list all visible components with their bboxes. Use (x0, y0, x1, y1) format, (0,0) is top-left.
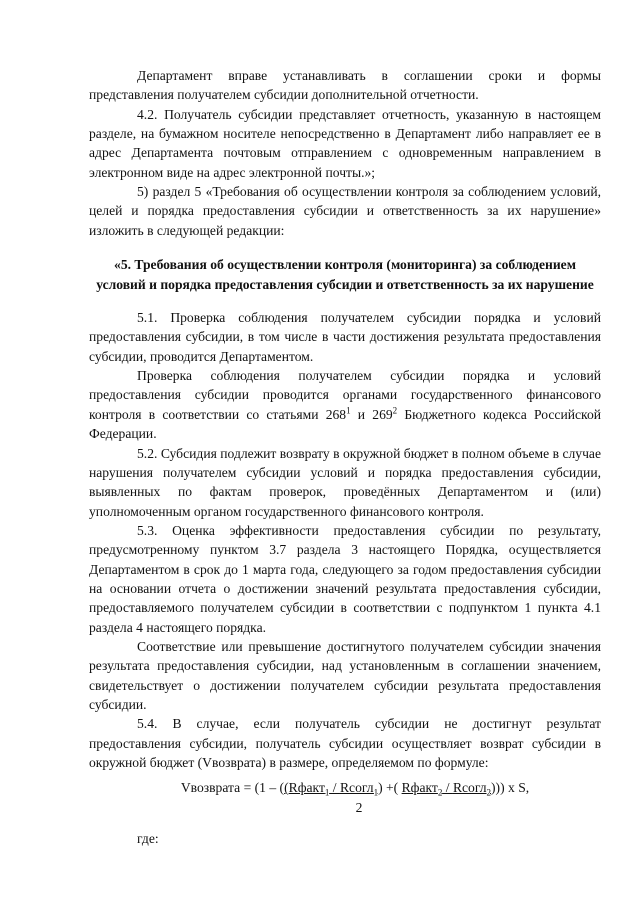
document-page (89, 66, 601, 848)
paragraph-5-2: 5.2. Субсидия подлежит возврату в окружной бюджет в полном объеме в случае нарушения получателем субсидии условий и порядка предоставления субсидии, выявленных по фактам проверок, проведённых Департаментом и (или) уполномоченным органом государственного финансового контроля. (89, 445, 601, 519)
refund-formula: Vвозврата = (1 – ((Rфакт$_1$ / Rсогл$_1$) +( Rфакт$_2$ / Rсогл$_2$))) x S, (180, 780, 530, 799)
where-label: где: (137, 831, 159, 847)
paragraph-state-financial-control: Проверка соблюдения получателем субсидии порядка и условий предоставления субсидии проводится органами государственного финансового контроля в соответствии со статьями $268^1$ и $269^2$ Бюджетного кодекса Российской Федерации. (89, 368, 602, 442)
formula-divisor: 2 (355, 799, 363, 815)
paragraph-result-compliance: Соответствие или превышение достигнутого получателем субсидии значения результата предоставления субсидии, над установленным в соглашении значением, свидетельствует о достижении получателем субсидии результата предоставления субсидии. (89, 638, 601, 712)
paragraph-5-4: 5.4. В случае, если получатель субсидии не достигнут результат предоставления субсидии, получатель субсидии осуществляет возврат субсидии в окружной бюджет (Vвозврата) в размере, определяемом по формуле: (89, 716, 601, 770)
paragraph-5-1: 5.1. Проверка соблюдения получателем субсидии порядка и условий предоставления субсидии, в том числе в части достижения результата предоставления субсидии, проводится Департаментом. (89, 310, 601, 364)
paragraph-5-3: 5.3. Оценка эффективности предоставления субсидии по результату, предусмотренному пунктом 3.7 раздела 3 настоящего Порядка, осуществляется Департаментом в срок до 1 марта года, следующего за годом предоставления субсидии на основании отчета о достижении значений результата предоставления субсидии, предоставляемого получателем субсидии в соответствии с подпунктом 1 пункта 4.1 раздела 4 настоящего порядка. (89, 522, 601, 635)
section-5-heading: «5. Требования об осуществлении контроля (мониторинга) за соблюдением условий и порядка предоставления субсидии и ответственность за их нарушение (96, 257, 594, 292)
paragraph-additional-reporting: Департамент вправе устанавливать в соглашении сроки и формы представления получателем субсидии дополнительной отчетности. (89, 68, 601, 103)
paragraph-section-5-amendment: 5) раздел 5 «Требования об осуществлении контроля за соблюдением условий, целей и порядка предоставления субсидии и ответственность за их нарушение» изложить в следующей редакции: (89, 184, 601, 238)
formula-fraction-group: (Rфакт$_1$ / Rсогл$_1$ (284, 780, 379, 799)
paragraph-4-2: 4.2. Получатель субсидии представляет отчетность, указанную в настоящем разделе, на бумажном носителе непосредственно в Департамент либо направляет ее в адрес Департамента почтовым отправлением с одновременным направлением в электронном виде на адрес электронной почты.»; (89, 106, 601, 180)
